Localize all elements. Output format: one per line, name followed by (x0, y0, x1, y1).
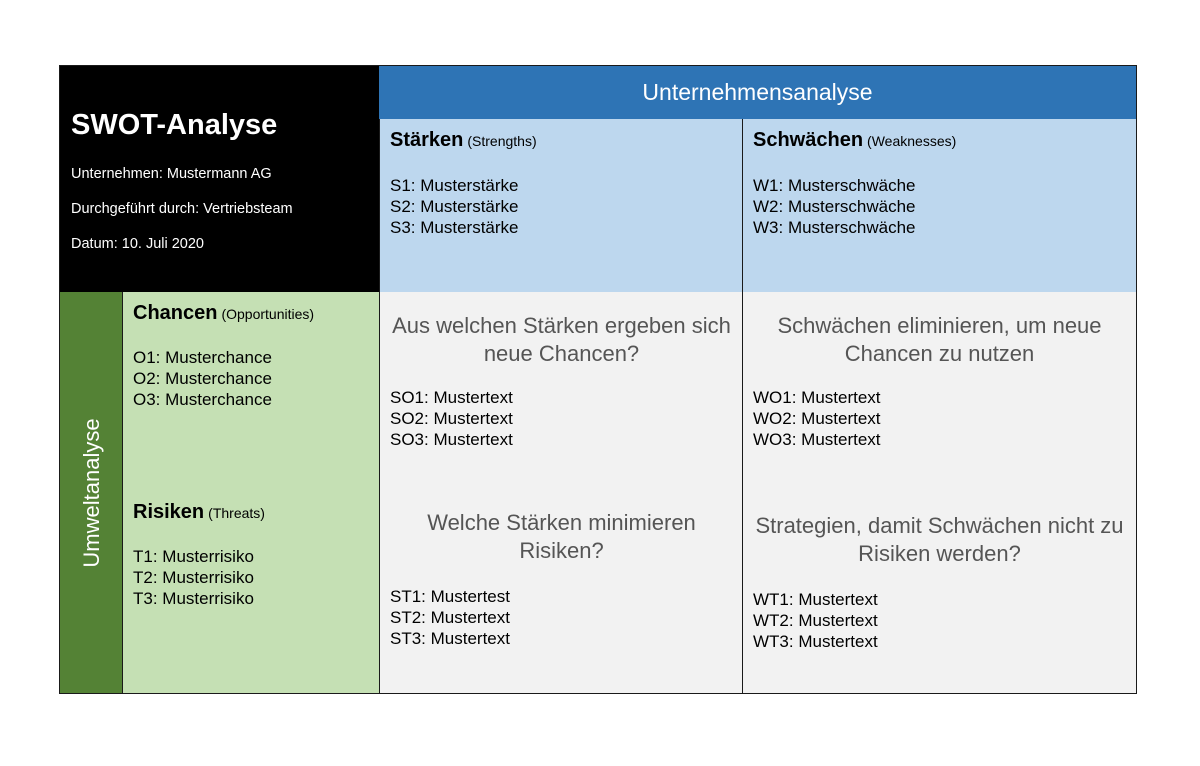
list-item: T2: Musterrisiko (133, 568, 254, 587)
list-item: ST1: Mustertest (390, 587, 510, 606)
list-item: WO3: Mustertext (753, 430, 881, 449)
date-label: Datum: 10. Juli 2020 (71, 236, 204, 252)
list-item: SO2: Mustertext (390, 409, 513, 428)
threats-list (133, 546, 254, 609)
company-label: Unternehmen: Mustermann AG (71, 166, 272, 182)
wo-strategy-cell (742, 292, 1137, 492)
page-title: SWOT-Analyse (71, 109, 278, 141)
opportunities-list (133, 347, 272, 410)
opportunities-cell (122, 292, 380, 492)
external-analysis-label: Umweltanalyse (79, 418, 104, 568)
list-item: WT1: Mustertext (753, 590, 878, 609)
strengths-cell (379, 119, 743, 293)
list-item: WT2: Mustertext (753, 611, 878, 630)
list-item: S1: Musterstärke (390, 176, 519, 195)
weaknesses-cell (742, 119, 1137, 293)
opportunities-subtitle: (Opportunities) (221, 306, 315, 322)
list-item: ST2: Mustertext (390, 608, 510, 627)
list-item: WT3: Mustertext (753, 632, 878, 651)
strengths-title: Stärken (390, 129, 464, 151)
threats-subtitle: (Threats) (208, 505, 265, 521)
list-item: WO2: Mustertext (753, 409, 881, 428)
list-item: SO3: Mustertext (390, 430, 513, 449)
threats-cell (122, 491, 380, 694)
list-item: W3: Musterschwäche (753, 218, 916, 237)
strengths-subtitle: (Strengths) (467, 133, 537, 149)
wt-list (753, 589, 878, 652)
list-item: O2: Musterchance (133, 369, 272, 388)
list-item: O3: Musterchance (133, 390, 272, 409)
so-list (390, 387, 513, 450)
list-item: T1: Musterrisiko (133, 547, 254, 566)
weaknesses-list (753, 175, 916, 238)
opportunities-title: Chancen (133, 302, 218, 324)
wt-question: Strategien, damit Schwächen nicht zu Risiken werden? (755, 513, 1124, 566)
title-block (59, 65, 380, 293)
list-item: O1: Musterchance (133, 348, 272, 367)
list-item: ST3: Mustertext (390, 629, 510, 648)
st-question: Welche Stärken minimieren Risiken? (427, 510, 696, 563)
so-strategy-cell (379, 292, 743, 492)
weaknesses-title: Schwächen (753, 129, 864, 151)
st-list (390, 586, 510, 649)
st-strategy-cell (379, 491, 743, 694)
wo-question: Schwächen eliminieren, um neue Chancen zu nutzen (777, 313, 1102, 366)
list-item: W2: Musterschwäche (753, 197, 916, 216)
wt-strategy-cell (742, 491, 1137, 694)
wo-list (753, 387, 881, 450)
list-item: WO1: Mustertext (753, 388, 881, 407)
internal-analysis-header (379, 65, 1137, 120)
so-question: Aus welchen Stärken ergeben sich neue Chancen? (392, 313, 731, 366)
list-item: SO1: Mustertext (390, 388, 513, 407)
list-item: S3: Musterstärke (390, 218, 519, 237)
list-item: S2: Musterstärke (390, 197, 519, 216)
external-analysis-bar (59, 292, 123, 694)
list-item: T3: Musterrisiko (133, 589, 254, 608)
strengths-list (390, 175, 519, 238)
performed-by-label: Durchgeführt durch: Vertriebsteam (71, 201, 293, 217)
threats-title: Risiken (133, 501, 205, 523)
internal-analysis-label: Unternehmensanalyse (642, 79, 873, 105)
list-item: W1: Musterschwäche (753, 176, 916, 195)
weaknesses-subtitle: (Weaknesses) (867, 133, 957, 149)
